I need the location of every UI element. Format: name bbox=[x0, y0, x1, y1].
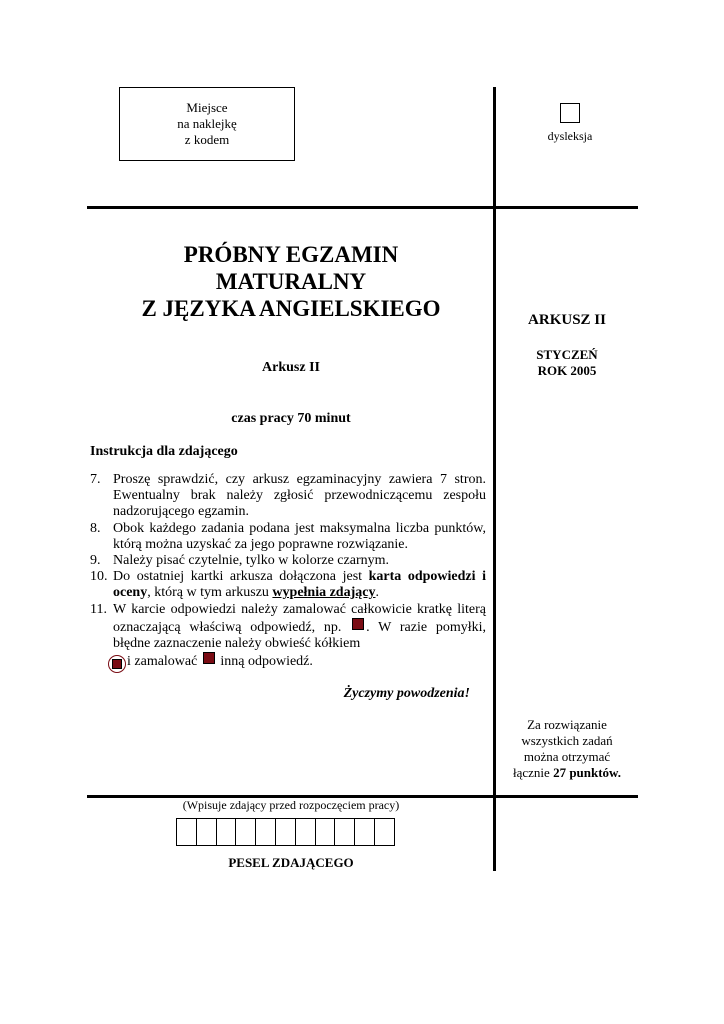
instruction-item: 11. W karcie odpowiedzi należy zamalować całkowicie kratkę literą oznaczającą właściwą odpowiedź, np. . W razie pomyłki, błędne zaznaczenie należy obwieść kółkiem i zamalować inną odpowiedź. bbox=[90, 601, 486, 670]
sheet-label: ARKUSZ II bbox=[528, 312, 606, 328]
instructions-list bbox=[90, 472, 486, 670]
pesel-label: PESEL ZDAJĄCEGO bbox=[228, 855, 354, 870]
pesel-input-grid[interactable] bbox=[176, 818, 395, 846]
sticker-line-2: na naklejkę bbox=[177, 116, 237, 131]
good-luck-text: Życzymy powodzenia! bbox=[343, 686, 470, 701]
pesel-digit-cell[interactable] bbox=[295, 818, 316, 846]
instruction-item: 8. Obok każdego zadania podana jest maksymalna liczba punktów, którą można uzyskać za jego poprawne rozwiązanie. bbox=[90, 520, 486, 552]
pesel-digit-cell[interactable] bbox=[235, 818, 256, 846]
pesel-digit-cell[interactable] bbox=[255, 818, 276, 846]
sticker-placeholder-box bbox=[119, 87, 295, 161]
circled-mark-icon bbox=[108, 655, 126, 673]
pesel-digit-cell[interactable] bbox=[354, 818, 375, 846]
title-line-1: PRÓBNY EGZAMIN bbox=[183, 242, 399, 267]
pesel-digit-cell[interactable] bbox=[176, 818, 197, 846]
filled-mark-example-icon bbox=[352, 618, 364, 630]
pesel-digit-cell[interactable] bbox=[315, 818, 336, 846]
instruction-item: 9. Należy pisać czytelnie, tylko w kolorze czarnym. bbox=[90, 553, 389, 569]
top-divider bbox=[87, 206, 638, 209]
sheet-name: Arkusz II bbox=[262, 360, 320, 375]
pesel-digit-cell[interactable] bbox=[334, 818, 355, 846]
filled-mark-icon bbox=[203, 652, 215, 664]
instruction-item: 10. Do ostatniej kartki arkusza dołączona jest karta odpowiedzi i oceny, którą w tym arkuszu wypełnia zdający. bbox=[90, 569, 486, 601]
sticker-line-1: Miejsce bbox=[186, 100, 228, 115]
pesel-digit-cell[interactable] bbox=[196, 818, 217, 846]
dyslexia-label: dysleksja bbox=[547, 129, 593, 143]
exam-title bbox=[92, 241, 490, 322]
title-line-3: Z JĘZYKA ANGIELSKIEGO bbox=[141, 296, 441, 321]
pesel-note: (Wpisuje zdający przed rozpoczęciem pracy) bbox=[182, 798, 400, 812]
pesel-digit-cell[interactable] bbox=[374, 818, 395, 846]
sticker-line-3: z kodem bbox=[184, 132, 230, 147]
instruction-item: 7. Proszę sprawdzić, czy arkusz egzaminacyjny zawiera 7 stron. Ewentualny brak należy zgłosić przewodniczącemu zespołu nadzorującego egzamin. bbox=[90, 472, 486, 520]
exam-time: czas pracy 70 minut bbox=[231, 411, 351, 426]
instructions-heading: Instrukcja dla zdającego bbox=[90, 444, 238, 459]
dyslexia-checkbox[interactable] bbox=[560, 103, 580, 123]
points-info: Za rozwiązanie wszystkich zadań można otrzymać łącznie 27 punktów. bbox=[513, 717, 621, 780]
exam-date: STYCZEŃ ROK 2005 bbox=[536, 347, 598, 378]
pesel-digit-cell[interactable] bbox=[216, 818, 237, 846]
title-line-2: MATURALNY bbox=[215, 269, 367, 294]
pesel-digit-cell[interactable] bbox=[275, 818, 296, 846]
